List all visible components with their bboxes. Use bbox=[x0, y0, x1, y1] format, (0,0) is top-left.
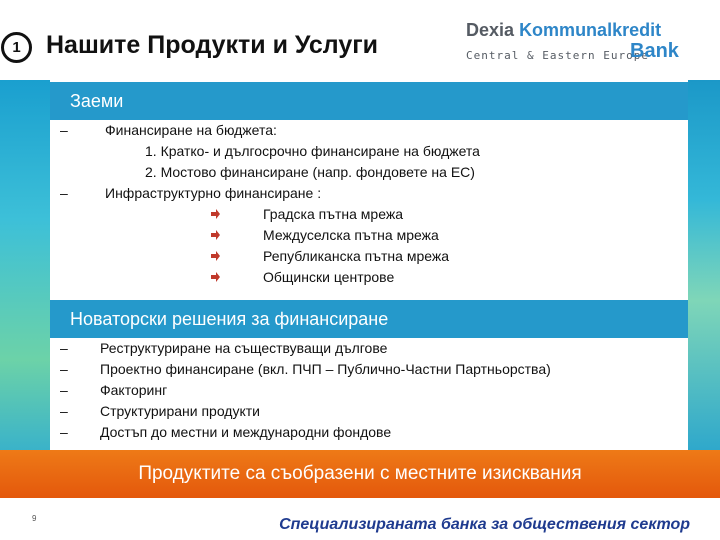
list-item: Общински центрове bbox=[263, 269, 395, 285]
red-arrow-icon bbox=[211, 251, 220, 261]
list-bullet: – bbox=[60, 403, 68, 419]
bank-logo bbox=[466, 20, 679, 68]
logo-brand-line bbox=[466, 20, 661, 41]
page-title: Нашите Продукти и Услуги bbox=[46, 31, 379, 59]
list-item: Финансиране на бюджета: bbox=[105, 122, 277, 138]
footer bbox=[0, 500, 720, 540]
list-item: Достъп до местни и международни фондове bbox=[100, 424, 392, 440]
list-item: Факторинг bbox=[100, 382, 168, 398]
logo-subtitle: Central & Eastern Europe bbox=[466, 49, 649, 62]
list-item: Структурирани продукти bbox=[100, 403, 260, 419]
logo-dexia: Dexia bbox=[466, 20, 515, 40]
list-item: Републиканска пътна мрежа bbox=[263, 248, 450, 264]
logo-kommunalkredit: Kommunalkredit bbox=[519, 20, 662, 40]
list-bullet: – bbox=[60, 424, 68, 440]
logo-bank: Bank bbox=[630, 40, 679, 62]
list-item: Реструктуриране на съществуващи дългове bbox=[100, 340, 388, 356]
left-decorative-strip bbox=[0, 80, 50, 480]
content-panel bbox=[50, 82, 688, 460]
list-bullet: – bbox=[60, 185, 68, 201]
footer-tagline: Специализираната банка за обществения сектор bbox=[279, 516, 690, 533]
list-item: 1. Кратко- и дългосрочно финансиране на бюджета bbox=[145, 143, 480, 159]
red-arrow-icon bbox=[211, 209, 220, 219]
list-item: Проектно финансиране (вкл. ПЧП – Публично-Частни Партньорства) bbox=[100, 361, 551, 377]
list-item: 2. Мостово финансиране (напр. фондовете на ЕС) bbox=[145, 164, 475, 180]
section-heading-innovative: Новаторски решения за финансиране bbox=[50, 300, 688, 338]
list-bullet: – bbox=[60, 382, 68, 398]
red-arrow-icon bbox=[211, 230, 220, 240]
red-arrow-icon bbox=[211, 272, 220, 282]
section-heading-loans: Заеми bbox=[50, 82, 688, 120]
header bbox=[0, 0, 720, 80]
list-item: Инфраструктурно финансиране : bbox=[105, 185, 322, 201]
slide-number-badge: 1 bbox=[1, 32, 32, 63]
list-bullet: – bbox=[60, 122, 68, 138]
list-item: Междуселска пътна мрежа bbox=[263, 227, 439, 243]
page-number: 9 bbox=[32, 514, 37, 523]
list-item: Градска пътна мрежа bbox=[263, 206, 403, 222]
summary-banner: Продуктите са съобразени с местните изисквания bbox=[0, 450, 720, 498]
list-bullet: – bbox=[60, 340, 68, 356]
logo-subtitle-line bbox=[466, 40, 679, 64]
list-bullet: – bbox=[60, 361, 68, 377]
right-decorative-strip bbox=[688, 80, 720, 480]
